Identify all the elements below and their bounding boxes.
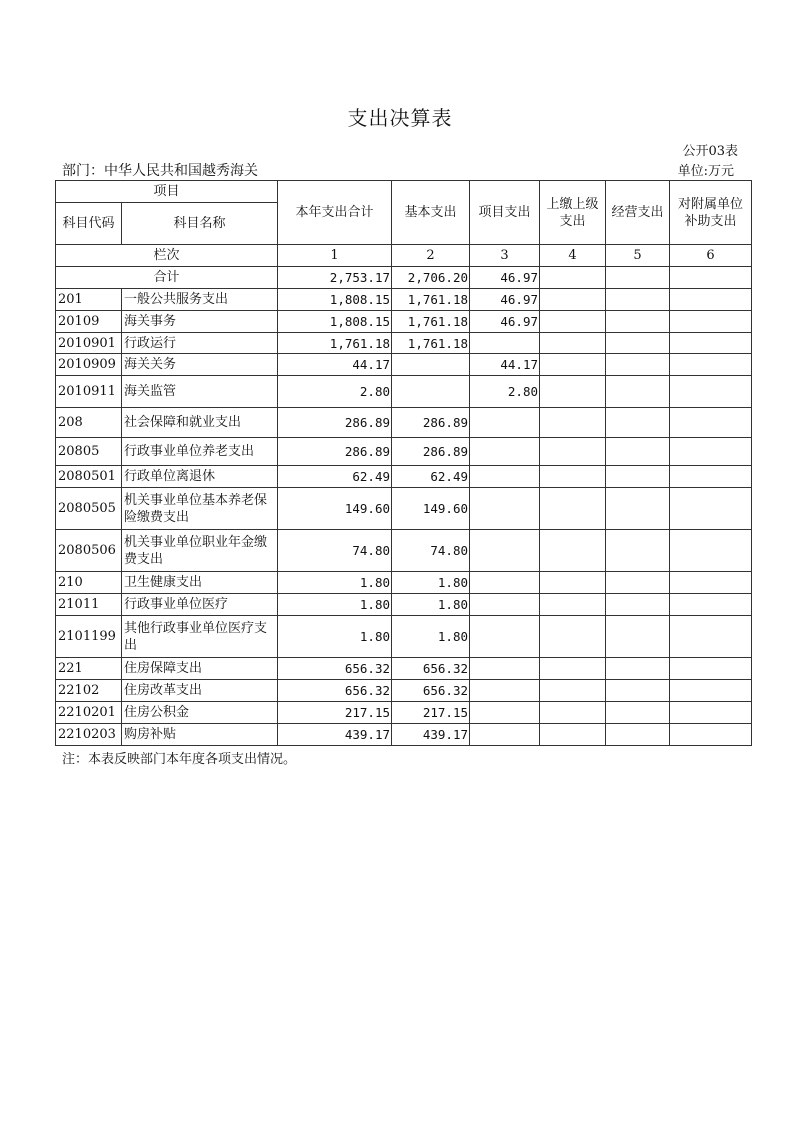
row-total: 149.60 — [278, 488, 392, 530]
row-code: 2080505 — [56, 488, 122, 530]
row-empty-cell — [670, 658, 752, 680]
row-empty-cell — [540, 488, 606, 530]
row-project — [470, 488, 540, 530]
row-total: 1,808.15 — [278, 311, 392, 333]
row-project — [470, 702, 540, 724]
column-row-label: 栏次 — [56, 245, 278, 267]
row-code: 2080506 — [56, 530, 122, 572]
row-empty-cell — [606, 289, 670, 311]
row-empty-cell — [540, 333, 606, 354]
row-name: 购房补贴 — [122, 724, 278, 746]
row-empty-cell — [606, 311, 670, 333]
row-code: 201 — [56, 289, 122, 311]
row-total: 656.32 — [278, 658, 392, 680]
row-name: 行政事业单位养老支出 — [122, 438, 278, 466]
row-empty-cell — [540, 408, 606, 438]
table-row — [56, 466, 752, 488]
row-basic: 1.80 — [392, 594, 470, 616]
row-empty-cell — [670, 530, 752, 572]
row-empty-cell — [670, 572, 752, 594]
row-total: 286.89 — [278, 438, 392, 466]
row-code: 2210201 — [56, 702, 122, 724]
row-empty-cell — [606, 680, 670, 702]
table-row — [56, 408, 752, 438]
row-basic: 74.80 — [392, 530, 470, 572]
row-empty-cell — [670, 376, 752, 408]
row-empty-cell — [540, 376, 606, 408]
header-col5: 经营支出 — [606, 181, 670, 245]
row-empty-cell — [540, 354, 606, 376]
row-code: 22102 — [56, 680, 122, 702]
row-basic: 217.15 — [392, 702, 470, 724]
department-label: 部门：中华人民共和国越秀海关 — [62, 163, 258, 179]
column-number: 3 — [470, 245, 540, 267]
row-total: 44.17 — [278, 354, 392, 376]
row-empty-cell — [670, 488, 752, 530]
row-name: 住房公积金 — [122, 702, 278, 724]
row-basic — [392, 376, 470, 408]
row-empty-cell — [670, 438, 752, 466]
row-basic: 62.49 — [392, 466, 470, 488]
row-basic: 1.80 — [392, 616, 470, 658]
row-basic: 656.32 — [392, 658, 470, 680]
column-number: 4 — [540, 245, 606, 267]
row-empty-cell — [606, 408, 670, 438]
table-row — [56, 572, 752, 594]
row-empty-cell — [606, 376, 670, 408]
row-empty-cell — [606, 354, 670, 376]
row-empty-cell — [540, 530, 606, 572]
row-total: 74.80 — [278, 530, 392, 572]
row-basic — [392, 354, 470, 376]
row-code: 2010909 — [56, 354, 122, 376]
row-basic: 439.17 — [392, 724, 470, 746]
row-empty-cell — [606, 438, 670, 466]
header-col4: 上缴上级支出 — [540, 181, 606, 245]
row-total: 1.80 — [278, 594, 392, 616]
row-total: 62.49 — [278, 466, 392, 488]
row-name: 行政运行 — [122, 333, 278, 354]
row-project: 2.80 — [470, 376, 540, 408]
header-project: 项目 — [56, 181, 278, 203]
row-empty-cell — [540, 724, 606, 746]
row-empty-cell — [606, 466, 670, 488]
row-empty-cell — [540, 702, 606, 724]
row-name: 海关监管 — [122, 376, 278, 408]
header-code: 科目代码 — [56, 203, 122, 245]
table-row — [56, 354, 752, 376]
table-row — [56, 311, 752, 333]
row-empty-cell — [670, 289, 752, 311]
row-basic: 656.32 — [392, 680, 470, 702]
row-empty-cell — [540, 680, 606, 702]
row-name: 社会保障和就业支出 — [122, 408, 278, 438]
row-basic: 286.89 — [392, 438, 470, 466]
row-basic: 149.60 — [392, 488, 470, 530]
row-name: 机关事业单位基本养老保险缴费支出 — [122, 488, 278, 530]
table-row — [56, 333, 752, 354]
row-empty-cell — [606, 530, 670, 572]
header-col2: 基本支出 — [392, 181, 470, 245]
table-row — [56, 594, 752, 616]
row-empty-cell — [540, 466, 606, 488]
row-empty-cell — [606, 616, 670, 658]
row-project: 46.97 — [470, 311, 540, 333]
row-empty-cell — [606, 702, 670, 724]
row-project — [470, 680, 540, 702]
row-empty-cell — [670, 333, 752, 354]
row-empty-cell — [540, 311, 606, 333]
row-code: 2010901 — [56, 333, 122, 354]
row-name: 机关事业单位职业年金缴费支出 — [122, 530, 278, 572]
row-total: 1,808.15 — [278, 289, 392, 311]
row-empty-cell — [670, 466, 752, 488]
table-row — [56, 289, 752, 311]
row-code: 2010911 — [56, 376, 122, 408]
row-empty-cell — [606, 658, 670, 680]
row-project — [470, 658, 540, 680]
row-basic: 1,761.18 — [392, 333, 470, 354]
table-row — [56, 702, 752, 724]
row-total: 1,761.18 — [278, 333, 392, 354]
row-project: 46.97 — [470, 289, 540, 311]
table-row — [56, 376, 752, 408]
table-row — [56, 724, 752, 746]
row-empty-cell — [540, 616, 606, 658]
table-row — [56, 658, 752, 680]
table-row — [56, 680, 752, 702]
row-name: 卫生健康支出 — [122, 572, 278, 594]
page-title: 支出决算表 — [347, 106, 453, 130]
column-number: 6 — [670, 245, 752, 267]
total-label: 合计 — [56, 267, 278, 289]
row-project: 44.17 — [470, 354, 540, 376]
row-total: 1.80 — [278, 616, 392, 658]
row-total: 2.80 — [278, 376, 392, 408]
column-number: 1 — [278, 245, 392, 267]
row-basic: 1,761.18 — [392, 289, 470, 311]
table-row — [56, 488, 752, 530]
footnote: 注：本表反映部门本年度各项支出情况。 — [62, 752, 297, 767]
row-empty-cell — [540, 289, 606, 311]
row-basic: 1,761.18 — [392, 311, 470, 333]
expenditure-table — [55, 180, 752, 746]
row-code: 210 — [56, 572, 122, 594]
row-project — [470, 724, 540, 746]
row-empty-cell — [606, 724, 670, 746]
row-code: 208 — [56, 408, 122, 438]
row-project — [470, 530, 540, 572]
row-project — [470, 572, 540, 594]
row-code: 20109 — [56, 311, 122, 333]
row-empty-cell — [670, 680, 752, 702]
form-number: 公开03表 — [682, 144, 738, 159]
row-total: 439.17 — [278, 724, 392, 746]
row-total: 656.32 — [278, 680, 392, 702]
row-empty-cell — [540, 438, 606, 466]
header-col6: 对附属单位补助支出 — [670, 181, 752, 245]
column-number: 2 — [392, 245, 470, 267]
row-name: 一般公共服务支出 — [122, 289, 278, 311]
row-project — [470, 333, 540, 354]
row-basic: 286.89 — [392, 408, 470, 438]
row-code: 2101199 — [56, 616, 122, 658]
row-total: 1.80 — [278, 572, 392, 594]
row-basic: 1.80 — [392, 572, 470, 594]
row-empty-cell — [670, 594, 752, 616]
total-basic: 2,706.20 — [392, 267, 470, 289]
row-code: 21011 — [56, 594, 122, 616]
row-code: 2210203 — [56, 724, 122, 746]
header-col1: 本年支出合计 — [278, 181, 392, 245]
row-empty-cell — [540, 572, 606, 594]
row-empty-cell — [670, 616, 752, 658]
row-empty-cell — [606, 572, 670, 594]
row-name: 其他行政事业单位医疗支出 — [122, 616, 278, 658]
column-number: 5 — [606, 245, 670, 267]
row-empty-cell — [670, 354, 752, 376]
row-empty-cell — [540, 658, 606, 680]
row-name: 海关关务 — [122, 354, 278, 376]
row-empty-cell — [540, 594, 606, 616]
row-name: 海关事务 — [122, 311, 278, 333]
total-row — [56, 267, 752, 289]
row-project — [470, 466, 540, 488]
row-project — [470, 594, 540, 616]
table-row — [56, 616, 752, 658]
row-empty-cell — [670, 724, 752, 746]
row-code: 2080501 — [56, 466, 122, 488]
header-col3: 项目支出 — [470, 181, 540, 245]
total-project: 46.97 — [470, 267, 540, 289]
row-total: 217.15 — [278, 702, 392, 724]
header-name: 科目名称 — [122, 203, 278, 245]
row-empty-cell — [670, 702, 752, 724]
row-empty-cell — [606, 488, 670, 530]
row-empty-cell — [606, 333, 670, 354]
total-total: 2,753.17 — [278, 267, 392, 289]
row-name: 住房保障支出 — [122, 658, 278, 680]
row-project — [470, 616, 540, 658]
row-empty-cell — [670, 408, 752, 438]
table-row — [56, 530, 752, 572]
table-row — [56, 438, 752, 466]
row-code: 221 — [56, 658, 122, 680]
unit-label: 单位:万元 — [677, 164, 734, 179]
row-total: 286.89 — [278, 408, 392, 438]
row-project — [470, 408, 540, 438]
row-empty-cell — [670, 311, 752, 333]
row-name: 行政事业单位医疗 — [122, 594, 278, 616]
row-empty-cell — [606, 594, 670, 616]
row-project — [470, 438, 540, 466]
row-name: 行政单位离退休 — [122, 466, 278, 488]
row-name: 住房改革支出 — [122, 680, 278, 702]
row-code: 20805 — [56, 438, 122, 466]
